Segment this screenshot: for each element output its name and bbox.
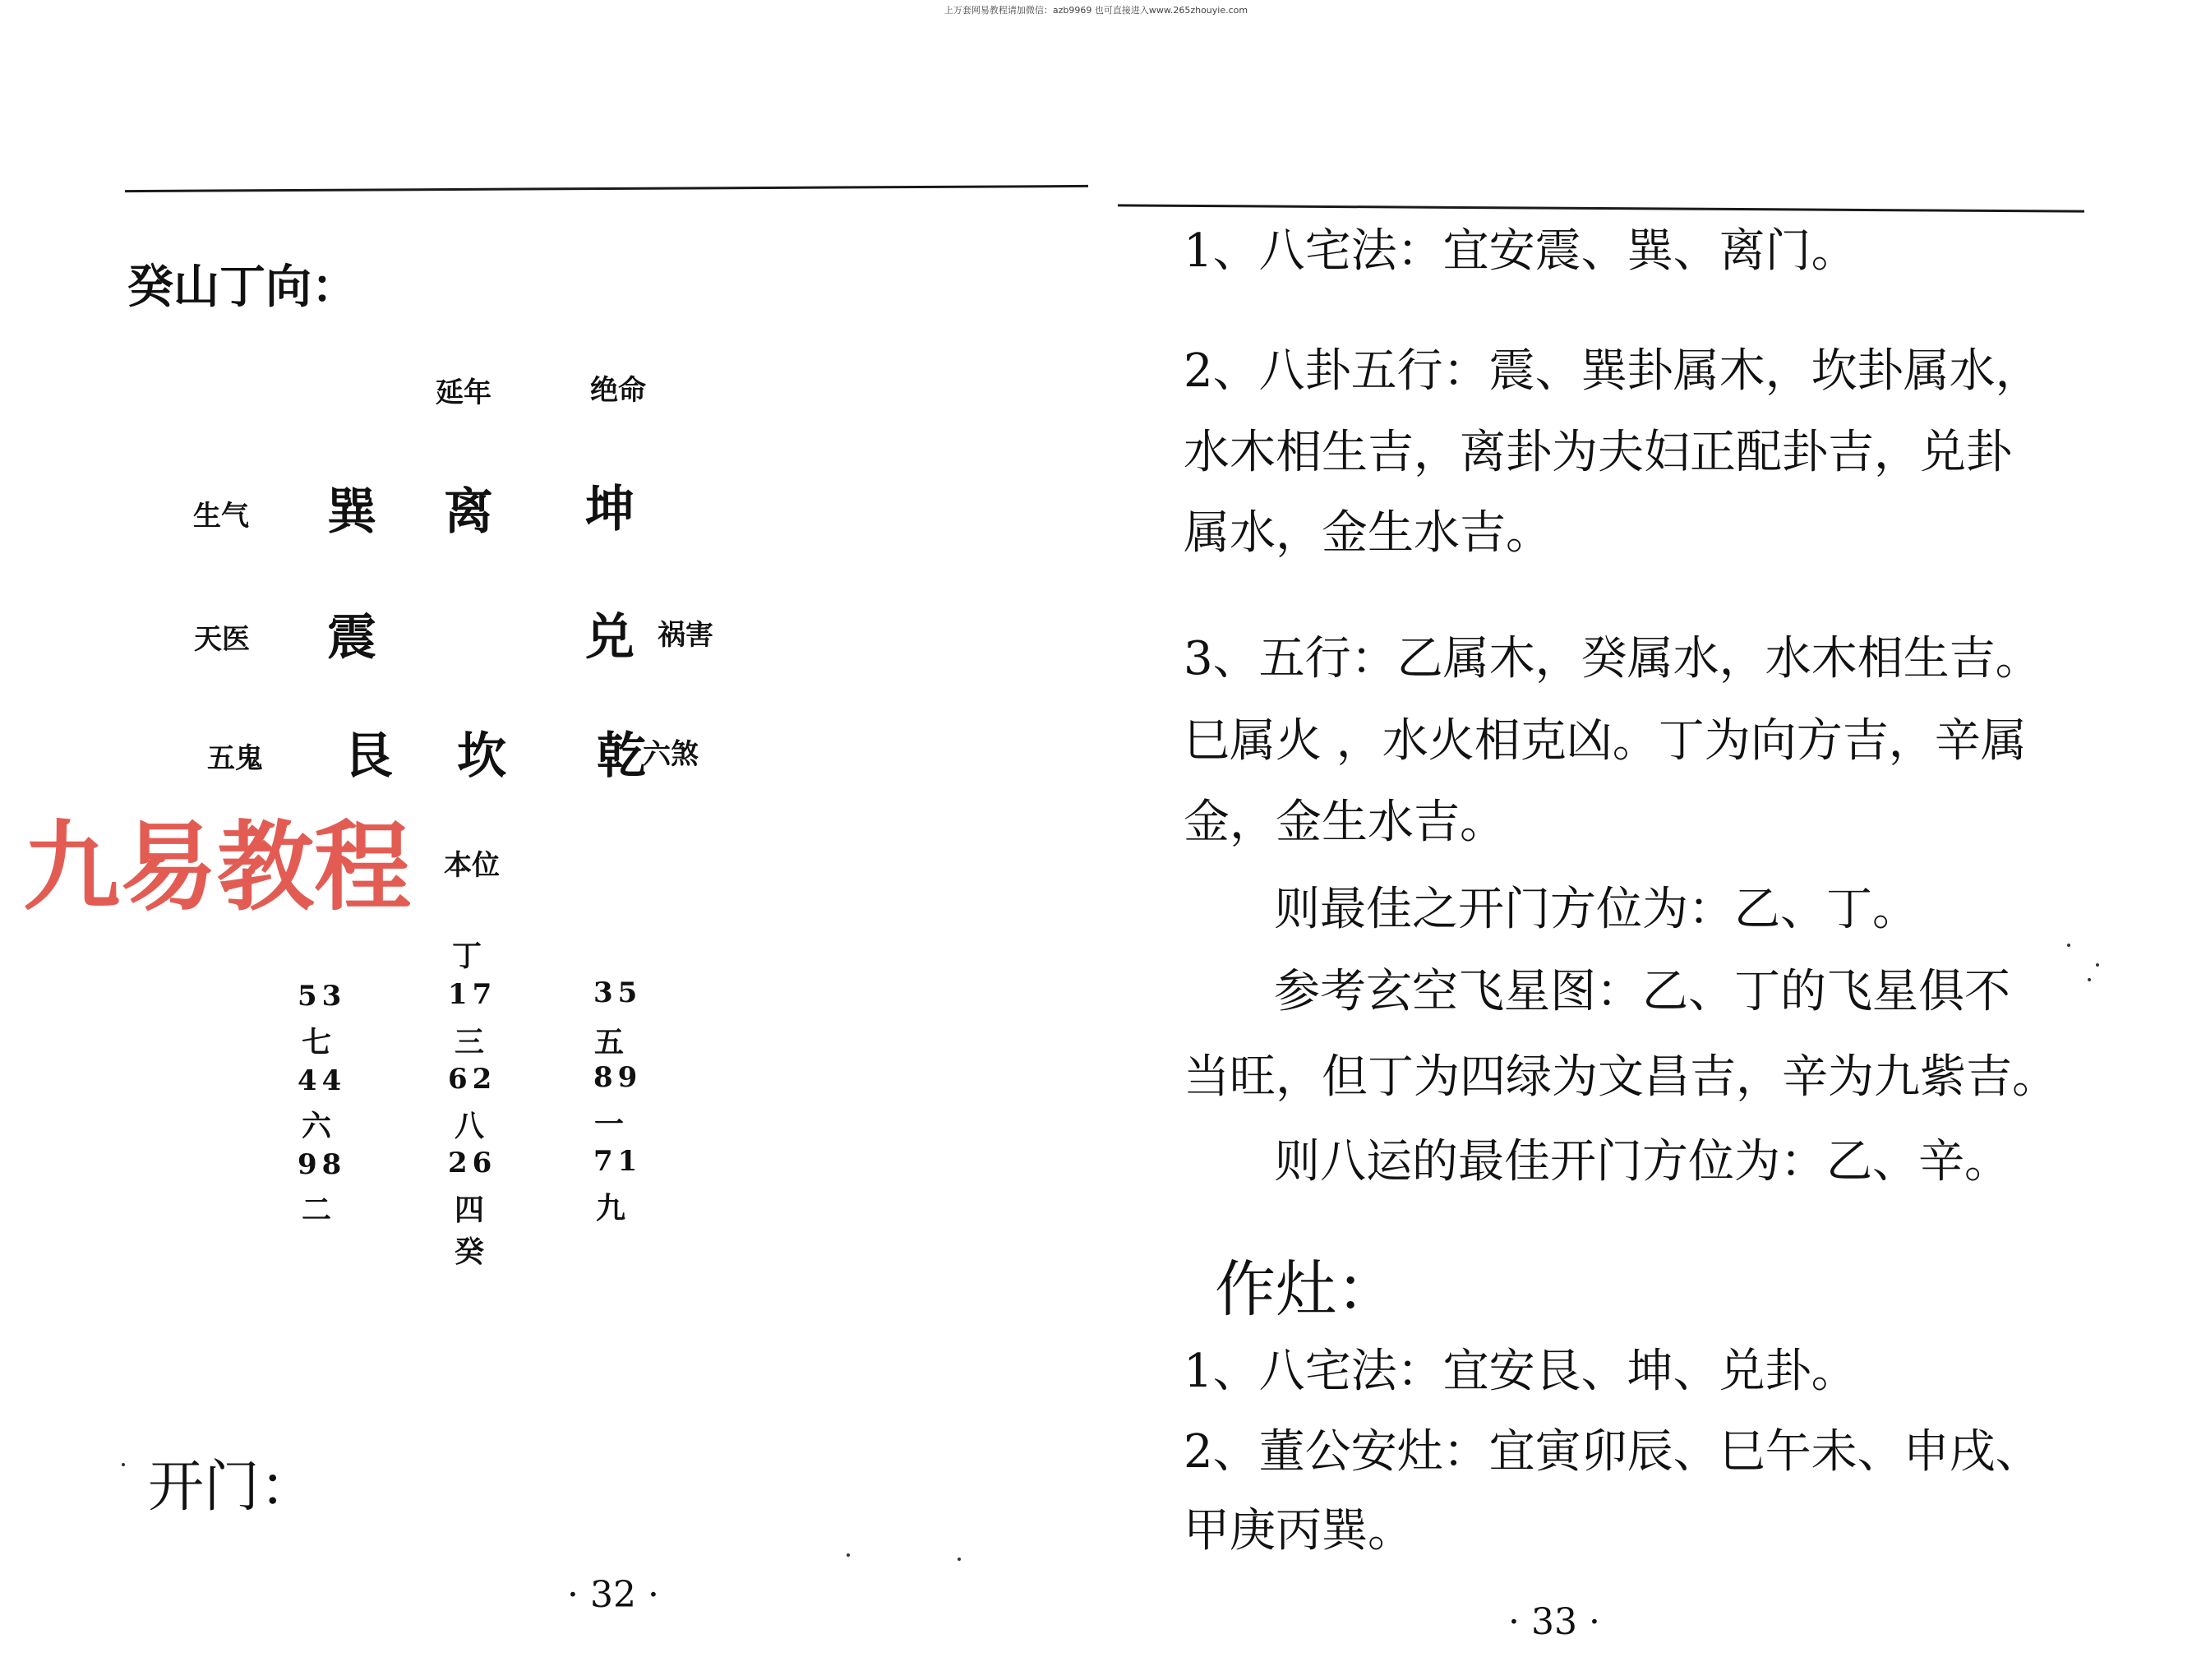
trigram-li: 离	[444, 483, 493, 541]
page-number-right: · 33 ·	[1508, 1601, 1600, 1643]
text-line: 巳属火 ，水火相克凶。丁为向方吉，辛属	[1184, 714, 2027, 768]
left-title: 癸山丁向：	[127, 260, 358, 314]
trigram-qian: 乾	[597, 727, 646, 785]
text-line: 1、八宅法：宜安艮、坤、兑卦。	[1184, 1345, 1857, 1398]
text-line: 2、董公安灶：宜寅卯辰、巳午未、申戌、	[1184, 1425, 2042, 1479]
star-pair: 44	[298, 1064, 347, 1097]
col-label-jueming: 绝命	[590, 374, 646, 407]
text-line: 则八运的最佳开门方位为：乙、辛。	[1274, 1135, 2010, 1188]
scan-speck	[2067, 944, 2070, 947]
trigram-xun: 巽	[327, 483, 376, 541]
col-label-yannian: 延年	[436, 376, 491, 409]
text-line: 当旺，但丁为四绿为文昌吉，辛为九紫吉。	[1184, 1050, 2058, 1104]
row-label-tianyi: 天医	[194, 623, 250, 656]
trigram-zhen: 震	[327, 609, 376, 667]
text-line: 金，金生水吉。	[1184, 796, 1506, 849]
text-line: 属水，金生水吉。	[1184, 506, 1552, 560]
zuozao-title: 作灶：	[1215, 1254, 1397, 1325]
text-line: 甲庚丙巽。	[1184, 1504, 1414, 1558]
period-star: 四	[455, 1193, 485, 1227]
page-number-left: · 32 ·	[567, 1574, 659, 1616]
scan-speck	[2096, 963, 2099, 967]
sitting-label: 癸	[455, 1235, 485, 1269]
right-label-liusha: 六煞	[643, 738, 699, 771]
trigram-kun: 坤	[585, 481, 635, 538]
period-star: 八	[455, 1109, 485, 1143]
text-line: 参考玄空飞星图：乙、丁的飞星俱不	[1274, 965, 2010, 1018]
trigram-gen: 艮	[344, 727, 393, 785]
period-star: 六	[302, 1109, 332, 1143]
star-pair: 26	[448, 1147, 497, 1179]
watermark-logo: 九易教程	[23, 810, 412, 924]
star-pair: 17	[448, 978, 497, 1011]
right-label-huohai: 祸害	[658, 619, 713, 652]
trigram-kan: 坎	[457, 727, 506, 785]
period-star: 九	[596, 1191, 626, 1225]
text-line: 水木相生吉，离卦为夫妇正配卦吉，兑卦	[1184, 426, 2012, 479]
star-pair: 53	[298, 980, 347, 1013]
star-pair: 62	[448, 1063, 497, 1096]
text-line: 2、八卦五行：震、巽卦属木，坎卦属水，	[1184, 344, 2042, 398]
period-star: 一	[594, 1107, 625, 1142]
star-pair: 98	[298, 1148, 347, 1181]
kaimen-title: 开门：	[148, 1455, 316, 1520]
row-label-shengqi: 生气	[193, 500, 249, 533]
text-line: 1、八宅法：宜安震、巽、离门。	[1184, 224, 1857, 278]
header-note: 上万套网易教程请加微信：azb9969 也可直接进入www.265zhouyie.com	[944, 5, 1248, 16]
star-pair: 71	[593, 1145, 643, 1178]
scan-speck	[122, 1463, 125, 1466]
text-line: 3、五行：乙属木，癸属水，水木相生吉。	[1184, 632, 2042, 685]
facing-label: 丁	[452, 939, 482, 973]
period-star: 五	[594, 1025, 625, 1059]
scan-speck	[958, 1558, 961, 1561]
row-label-wugui: 五鬼	[207, 742, 263, 775]
bottom-label-benwei: 本位	[444, 849, 500, 882]
left-top-rule	[125, 185, 1088, 192]
period-star: 七	[302, 1025, 332, 1059]
trigram-dui: 兑	[585, 609, 635, 667]
scan-speck	[2088, 978, 2091, 981]
star-pair: 35	[593, 976, 643, 1009]
text-line: 则最佳之开门方位为：乙、丁。	[1274, 883, 1918, 936]
period-star: 三	[455, 1025, 485, 1059]
star-pair: 89	[593, 1061, 643, 1094]
period-star: 二	[302, 1193, 332, 1227]
scan-speck	[847, 1553, 850, 1557]
